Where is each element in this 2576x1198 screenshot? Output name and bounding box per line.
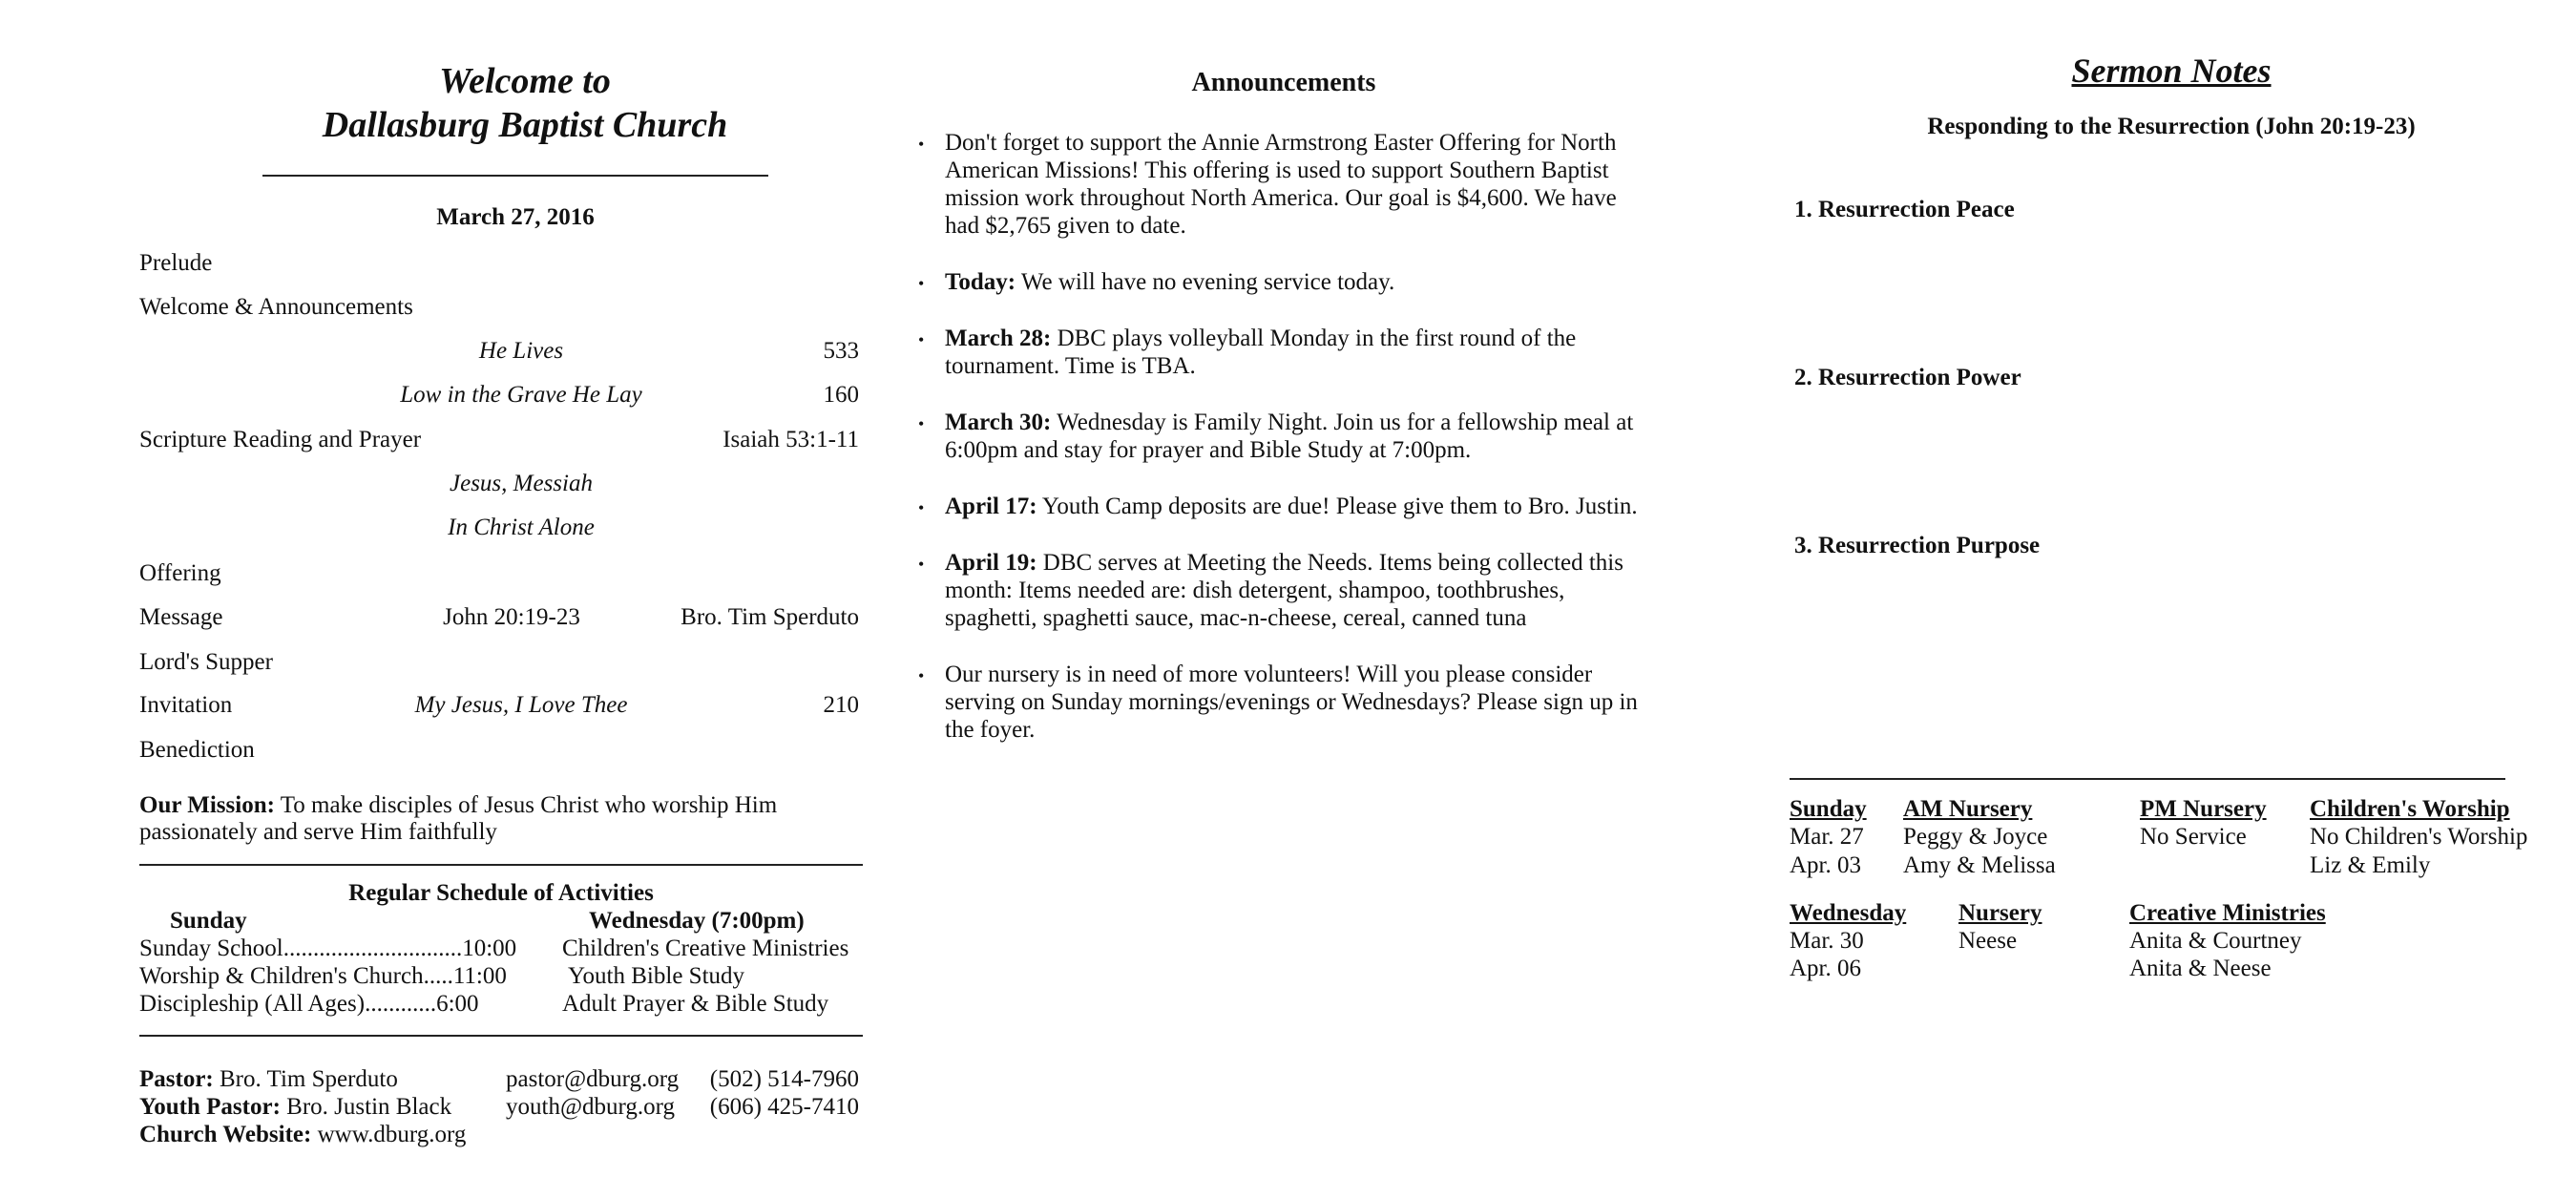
announcement-label: April 17:: [945, 494, 1037, 519]
announcement-item: [945, 409, 1656, 464]
schedule-sunday-item: Sunday School..............................10:00: [139, 935, 517, 961]
schedule-title: Regular Schedule of Activities: [348, 880, 654, 906]
nursery-am-header: AM Nursery: [1903, 796, 2033, 822]
nursery-childrens-worship-volunteers: Liz & Emily: [2310, 852, 2431, 878]
announcement-item: [945, 268, 1656, 296]
nursery-divider: [1790, 778, 2505, 780]
order-message: Message: [139, 604, 223, 630]
nursery-creative-ministries-header: Creative Ministries: [2129, 900, 2326, 926]
youth-pastor-name: Bro. Justin Black: [280, 1094, 452, 1120]
message-speaker: Bro. Tim Sperduto: [681, 604, 859, 630]
nursery-childrens-worship-header: Children's Worship: [2310, 796, 2510, 822]
announcement-text: Youth Camp deposits are due! Please give them to Bro. Justin.: [1037, 494, 1638, 519]
nursery-pm-volunteers: No Service: [2140, 824, 2247, 850]
website-link[interactable]: www.dburg.org: [311, 1122, 467, 1147]
announcement-item: [945, 325, 1656, 380]
title-divider: [262, 175, 768, 177]
mission-text-line2: passionately and serve Him faithfully: [139, 819, 497, 845]
bullet-icon: •: [918, 330, 925, 349]
announcement-label: March 30:: [945, 410, 1052, 435]
nursery-creative-volunteers: Anita & Courtney: [2129, 928, 2302, 954]
schedule-wednesday-item: Adult Prayer & Bible Study: [562, 991, 829, 1017]
song-in-christ-alone: In Christ Alone: [448, 515, 595, 540]
nursery-wednesday-date: Apr. 06: [1790, 956, 1861, 981]
sermon-point: 2. Resurrection Power: [1794, 365, 2021, 390]
service-date: March 27, 2016: [436, 204, 595, 230]
sermon-point: 1. Resurrection Peace: [1794, 197, 2015, 222]
nursery-wednesday-header: Wednesday: [1790, 900, 1907, 926]
nursery-pm-header: PM Nursery: [2140, 796, 2267, 822]
mission-statement: [139, 791, 777, 819]
announcement-item: [945, 549, 1656, 632]
announcements-title: Announcements: [1191, 68, 1376, 97]
pastor-email[interactable]: pastor@dburg.org: [506, 1066, 680, 1092]
scripture-reference: Isaiah 53:1-11: [723, 427, 859, 452]
order-lords-supper: Lord's Supper: [139, 649, 273, 675]
bullet-icon: •: [918, 274, 925, 293]
schedule-sunday-item: Worship & Children's Church.....11:00: [139, 963, 507, 989]
nursery-am-volunteers: Amy & Melissa: [1903, 852, 2056, 878]
song-low-in-the-grave-number: 160: [823, 382, 859, 408]
announcement-label: March 28:: [945, 326, 1052, 351]
announcement-text: Don't forget to support the Annie Armstrong Easter Offering for North American Missions! This offering is used to support Southern Baptist mission work throughout North America. Our goal is $4,600. We have had $2,765 given to date.: [945, 130, 1617, 239]
website-label: Church Website:: [139, 1122, 312, 1147]
schedule-bottom-divider: [139, 1035, 863, 1037]
message-reference: John 20:19-23: [443, 604, 580, 630]
announcement-label: April 19:: [945, 550, 1037, 576]
contact-youth-pastor: [139, 1093, 451, 1121]
announcement-item: [945, 661, 1656, 744]
song-low-in-the-grave: Low in the Grave He Lay: [400, 382, 642, 408]
welcome-title-line2: Dallasburg Baptist Church: [322, 105, 728, 145]
bullet-icon: •: [918, 135, 925, 154]
schedule-sunday-header: Sunday: [170, 908, 247, 934]
contact-website: [139, 1121, 466, 1148]
schedule-wednesday-header: Wednesday (7:00pm): [589, 908, 805, 934]
mission-text-line1: To make disciples of Jesus Christ who worship Him: [274, 792, 778, 818]
nursery-sunday-date: Mar. 27: [1790, 824, 1864, 850]
youth-pastor-email[interactable]: youth@dburg.org: [506, 1094, 675, 1120]
sermon-point: 3. Resurrection Purpose: [1794, 533, 2041, 558]
announcement-text: Our nursery is in need of more volunteers! Will you please consider serving on Sunday mornings/evenings or Wednesdays? Please sign up in the foyer.: [945, 662, 1638, 743]
song-he-lives-number: 533: [823, 338, 859, 364]
song-he-lives: He Lives: [478, 338, 564, 364]
sermon-subtitle: Responding to the Resurrection (John 20:19-23): [1927, 114, 2416, 139]
schedule-wednesday-item: Youth Bible Study: [568, 963, 745, 989]
nursery-wed-volunteers: Neese: [1958, 928, 2018, 954]
announcement-text: We will have no evening service today.: [1016, 269, 1395, 295]
bullet-icon: •: [918, 414, 925, 433]
schedule-wednesday-item: Children's Creative Ministries: [562, 935, 849, 961]
bullet-icon: •: [918, 666, 925, 685]
order-offering: Offering: [139, 560, 221, 586]
nursery-sunday-date: Apr. 03: [1790, 852, 1861, 878]
schedule-top-divider: [139, 864, 863, 866]
nursery-creative-volunteers: Anita & Neese: [2129, 956, 2272, 981]
schedule-sunday-item: Discipleship (All Ages)............6:00: [139, 991, 479, 1017]
sermon-notes-title: Sermon Notes: [2071, 52, 2272, 90]
announcement-text: DBC plays volleyball Monday in the first round of the tournament. Time is TBA.: [945, 326, 1577, 379]
order-prelude: Prelude: [139, 250, 213, 276]
order-welcome: Welcome & Announcements: [139, 294, 413, 320]
nursery-wed-nursery-header: Nursery: [1958, 900, 2042, 926]
announcement-label: Today:: [945, 269, 1016, 295]
youth-pastor-label: Youth Pastor:: [139, 1094, 281, 1120]
pastor-phone: (502) 514-7960: [709, 1066, 859, 1092]
bullet-icon: •: [918, 555, 925, 574]
order-invitation: Invitation: [139, 692, 233, 718]
youth-pastor-phone: (606) 425-7410: [709, 1094, 859, 1120]
invitation-song: My Jesus, I Love Thee: [414, 692, 628, 718]
nursery-am-volunteers: Peggy & Joyce: [1903, 824, 2048, 850]
nursery-sunday-header: Sunday: [1790, 796, 1867, 822]
announcement-item: [945, 493, 1656, 520]
order-benediction: Benediction: [139, 737, 255, 763]
announcement-text: Wednesday is Family Night. Join us for a fellowship meal at 6:00pm and stay for prayer and Bible Study at 7:00pm.: [945, 410, 1634, 463]
song-jesus-messiah: Jesus, Messiah: [450, 471, 593, 496]
pastor-label: Pastor:: [139, 1066, 214, 1092]
pastor-name: Bro. Tim Sperduto: [213, 1066, 398, 1092]
contact-pastor: [139, 1065, 398, 1093]
bullet-icon: •: [918, 498, 925, 517]
invitation-song-number: 210: [823, 692, 859, 718]
nursery-wednesday-date: Mar. 30: [1790, 928, 1864, 954]
announcement-text: DBC serves at Meeting the Needs. Items being collected this month: Items needed are: dish detergent, shampoo, toothbrushes, spaghetti, spaghetti sauce, mac-n-cheese, cereal, canned tuna: [945, 550, 1623, 631]
mission-label: Our Mission:: [139, 792, 275, 818]
order-scripture: Scripture Reading and Prayer: [139, 427, 422, 452]
nursery-childrens-worship-volunteers: No Children's Worship: [2310, 824, 2528, 850]
welcome-title-line1: Welcome to: [439, 61, 611, 101]
announcement-item: [945, 129, 1656, 240]
